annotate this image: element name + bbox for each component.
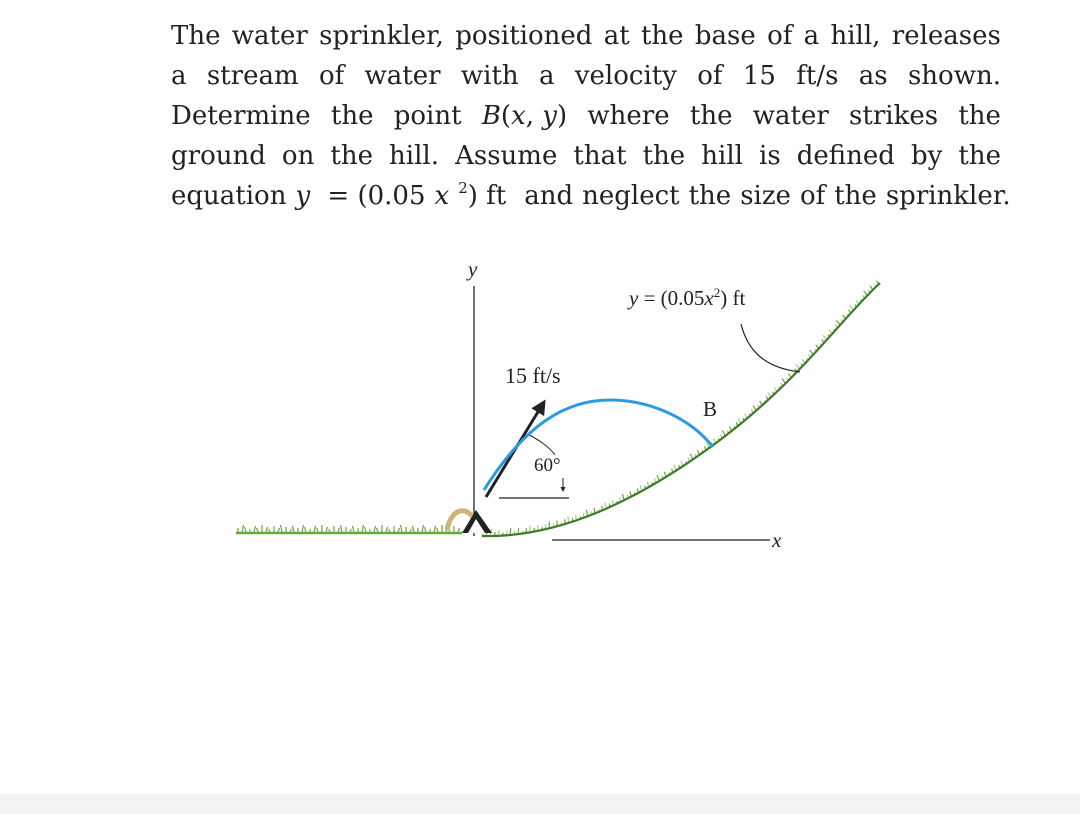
problem-word: on [281, 141, 315, 171]
problem-word: point [393, 101, 462, 131]
problem-word: of [767, 21, 793, 51]
problem-word: sprinkler. [885, 181, 1011, 211]
problem-word: hill [701, 141, 743, 171]
problem-word: water [231, 21, 308, 51]
problem-word: as [858, 61, 888, 91]
problem-word: water [752, 101, 829, 131]
problem-word: Assume [455, 141, 558, 171]
problem-word: ground [171, 141, 266, 171]
problem-word: the [689, 101, 733, 131]
problem-word: with [460, 61, 519, 91]
problem-word: a [171, 61, 187, 91]
problem-word: the [330, 141, 373, 171]
hill-equation-label: $y = (0.05x^2)$ ft [629, 285, 746, 310]
problem-word: the [688, 181, 732, 211]
problem-word: that [573, 141, 627, 171]
problem-word: shown. [907, 61, 1001, 91]
bottom-strip [0, 794, 1080, 814]
problem-word: ft/s [796, 61, 839, 91]
x-axis-label: x [772, 528, 782, 552]
problem-word: strikes [849, 101, 939, 131]
problem-word: where [587, 101, 670, 131]
problem-word: and [524, 181, 574, 211]
problem-word: of [318, 61, 345, 91]
problem-word: at [603, 21, 630, 51]
angle-arc [527, 434, 555, 455]
problem-word: base [694, 21, 756, 51]
problem-word: stream [206, 61, 299, 91]
problem-word: the [834, 181, 877, 211]
equation-leader-line [741, 324, 800, 372]
angle-label: 60° [534, 455, 561, 476]
problem-word: size [740, 181, 791, 211]
problem-word: the [958, 101, 1001, 131]
problem-word: by [910, 141, 943, 171]
problem-word: the [642, 141, 686, 171]
y-axis-label: y [468, 257, 478, 281]
water-trajectory [484, 400, 713, 490]
point-b-label: B [703, 397, 718, 421]
problem-word: hill. [389, 141, 440, 171]
problem-word: water [364, 61, 441, 91]
problem-word: hill, [830, 21, 881, 51]
problem-word: neglect [582, 181, 680, 211]
problem-word: positioned [455, 21, 593, 51]
problem-word: of [697, 61, 723, 91]
problem-word: the [958, 141, 1001, 171]
problem-word: is [759, 141, 781, 171]
problem-word: the [330, 101, 374, 131]
problem-word: releases [891, 21, 1001, 51]
problem-word: a [803, 21, 820, 51]
problem-word: Determine [171, 101, 311, 131]
problem-word: the [640, 21, 684, 51]
problem-word: The [171, 21, 221, 51]
problem-word: of [799, 181, 826, 211]
problem-word: a [539, 61, 555, 91]
problem-word: equation [171, 181, 287, 211]
problem-word: y = (0.05 x $^2$) ft [295, 179, 507, 211]
problem-word: 15 [742, 61, 776, 91]
problem-word: velocity [574, 61, 677, 91]
velocity-label: 15 ft/s [505, 363, 561, 388]
problem-word: defined [796, 141, 895, 171]
problem-word: B(x, y) [481, 101, 568, 131]
problem-word: sprinkler, [319, 21, 444, 51]
